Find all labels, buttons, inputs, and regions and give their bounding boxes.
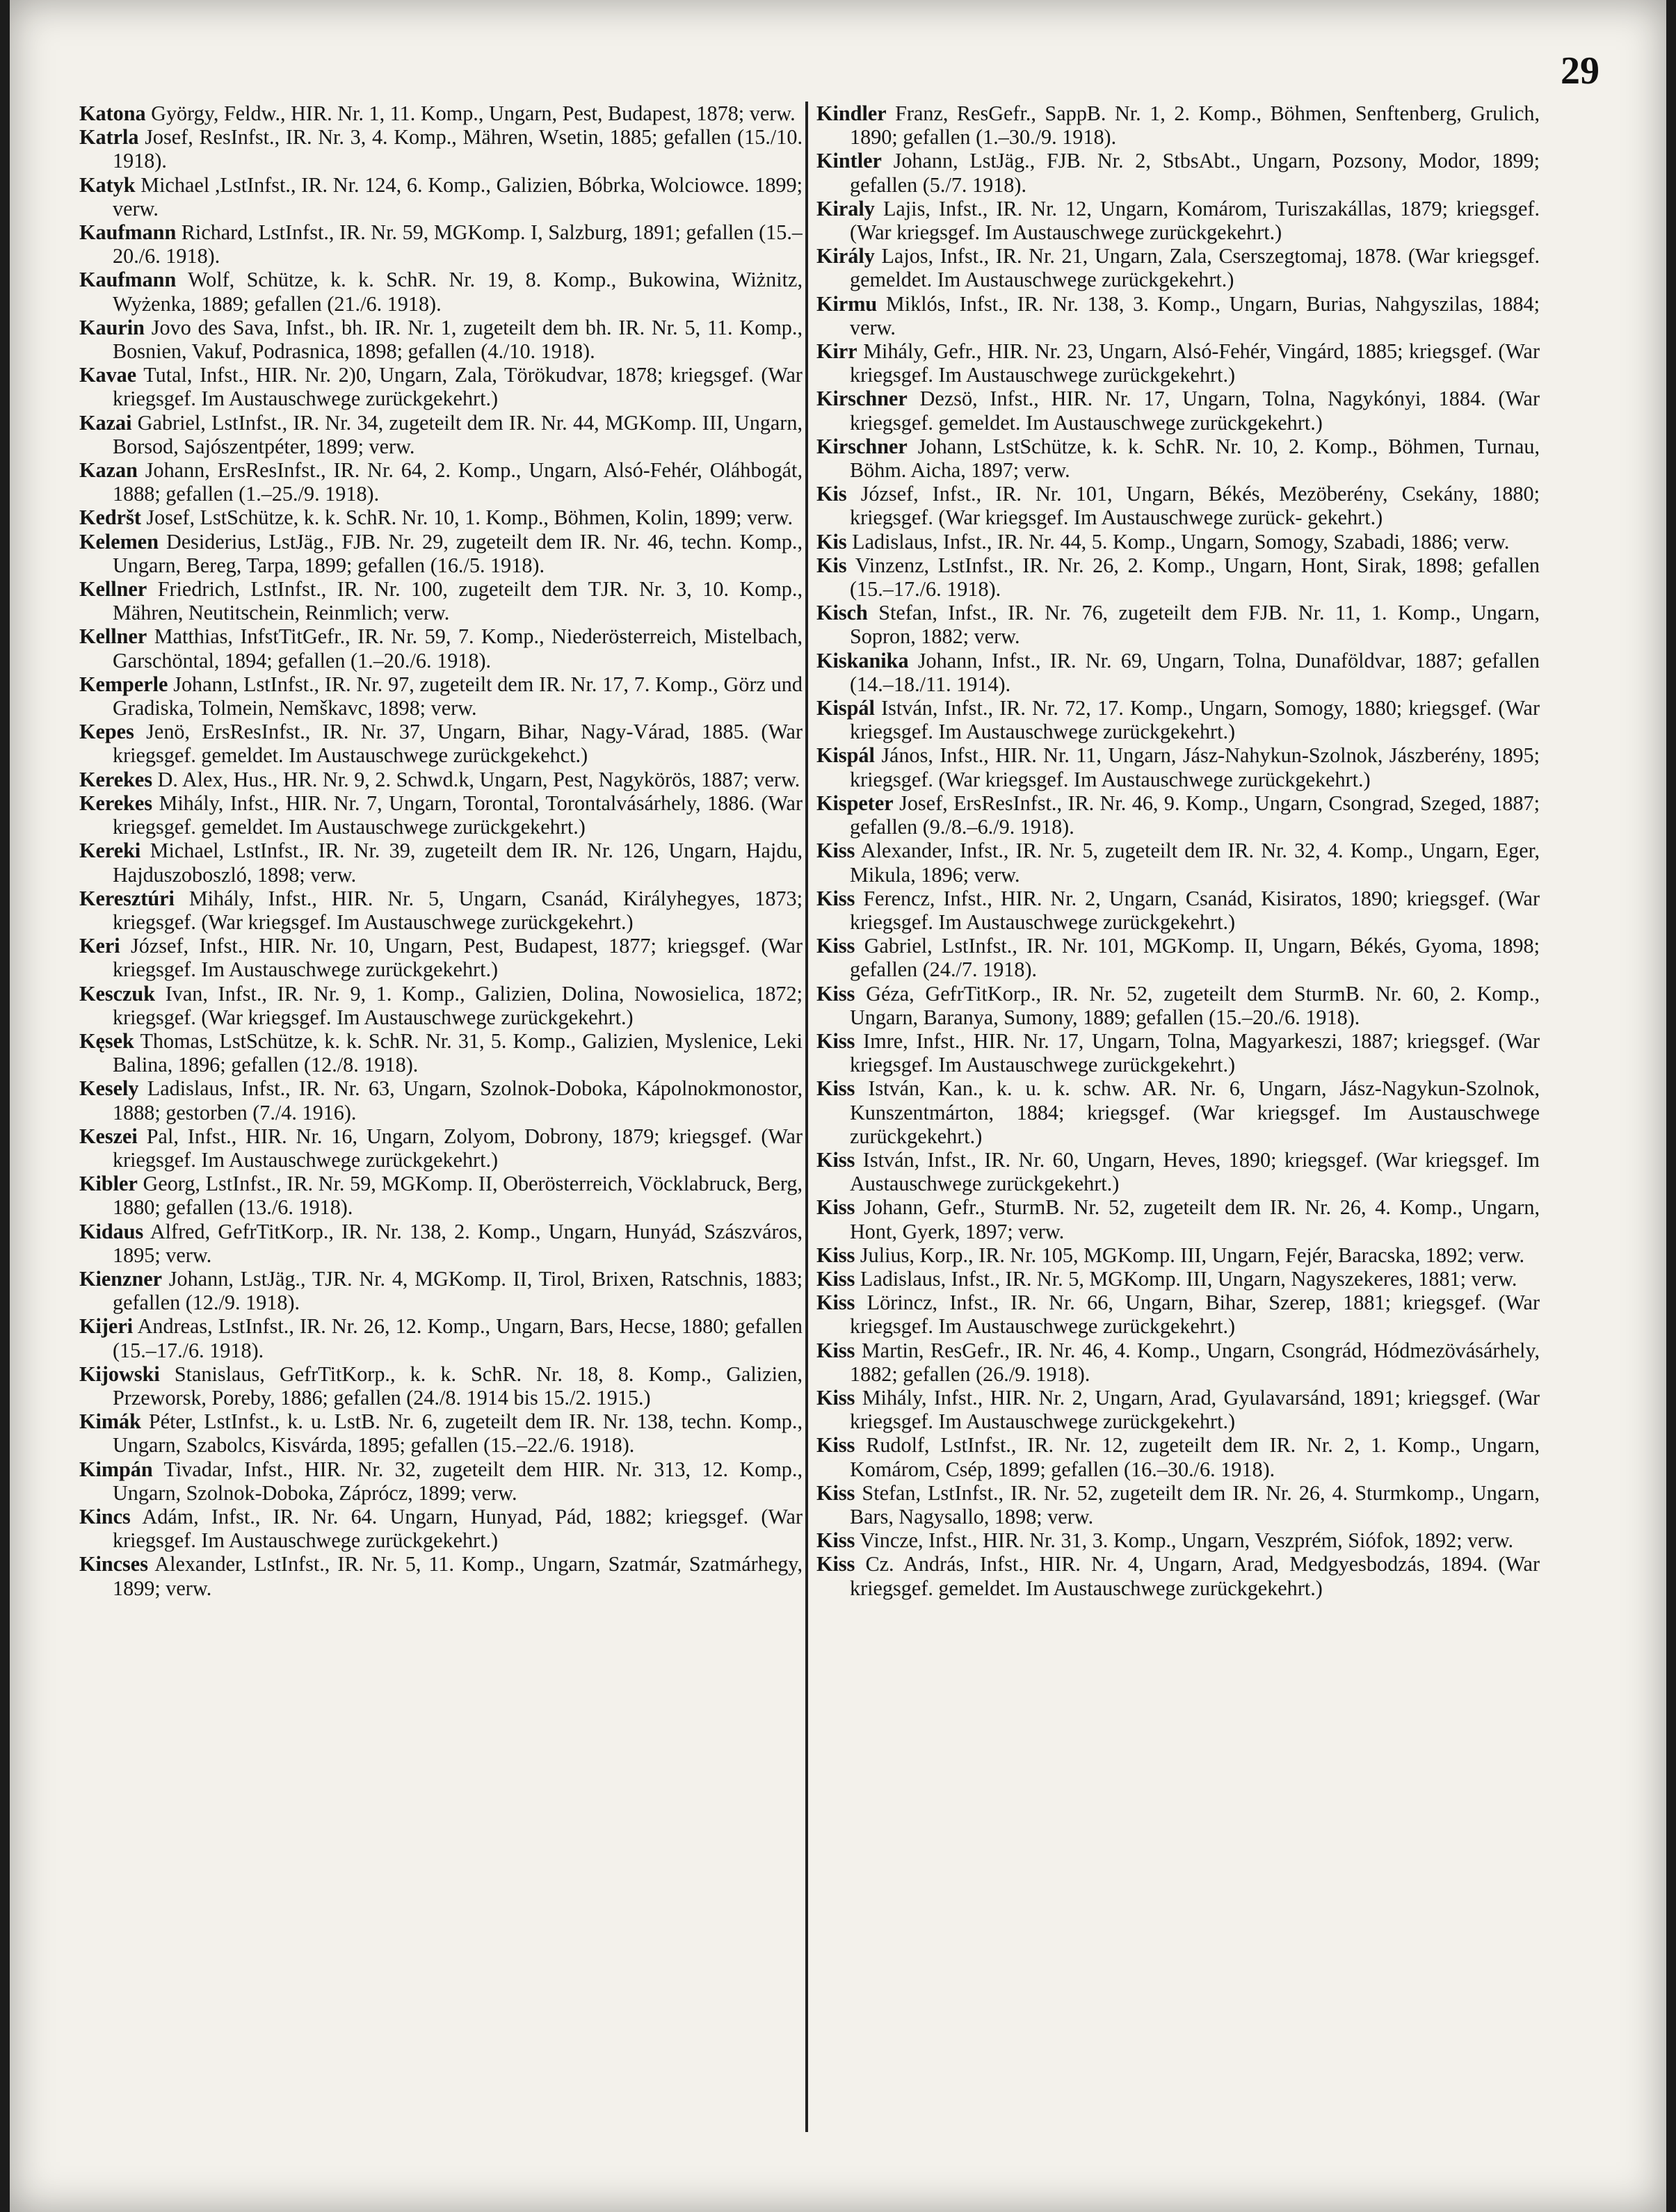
entry-details: Andreas, LstInfst., IR. Nr. 26, 12. Komp., Ungarn, Bars, Hecse, 1880; gefallen (15.–17./6. 1918). (113, 1314, 803, 1362)
entry-surname: Kis (816, 482, 847, 506)
list-entry (816, 435, 1540, 482)
entry-details: József, Infst., HIR. Nr. 10, Ungarn, Pest, Budapest, 1877; kriegsgef. (War kriegsgef. Im Austauschwege zurückgekehrt.) (113, 934, 803, 982)
list-entry (816, 1029, 1540, 1076)
list-entry (79, 1362, 803, 1410)
list-entry (79, 173, 803, 220)
entry-surname: Kesczuk (79, 981, 156, 1006)
entry-surname: Kiss (816, 1480, 855, 1505)
entry-surname: Katona (79, 102, 146, 125)
right-column (816, 102, 1540, 2174)
entry-surname: Kazan (79, 458, 138, 483)
entry-details: Jenö, ErsResInfst., IR. Nr. 37, Ungarn, Bihar, Nagy-Várad, 1885. (War kriegsgef. gemeldet. Im Austauschwege zurückgekehct.) (113, 720, 803, 768)
entry-surname: Kiss (816, 1266, 855, 1291)
entry-details: Vincze, Infst., HIR. Nr. 31, 3. Komp., Ungarn, Veszprém, Siófok, 1892; verw. (860, 1528, 1514, 1553)
entry-surname: Kelemen (79, 529, 159, 554)
entry-surname: Kiss (816, 886, 855, 910)
entry-surname: Kaufmann (79, 268, 177, 292)
entry-details: Johann, LstJäg., FJB. Nr. 2, StbsAbt., Ungarn, Pozsony, Modor, 1899; gefallen (5./7. 1918). (850, 149, 1540, 197)
entry-details: Desiderius, LstJäg., FJB. Nr. 29, zugeteilt dem IR. Nr. 46, techn. Komp., Ungarn, Bereg, Tarpa, 1899; gefallen (16./5. 1918). (113, 529, 803, 577)
entry-details: Stefan, Infst., IR. Nr. 76, zugeteilt dem FJB. Nr. 11, 1. Komp., Ungarn, Sopron, 1882; verw. (850, 601, 1540, 649)
entry-surname: Kijeri (79, 1314, 134, 1339)
list-entry (816, 1433, 1540, 1480)
entry-details: Ferencz, Infst., HIR. Nr. 2, Ungarn, Csanád, Kisiratos, 1890; kriegsgef. (War kriegsgef. Im Austauschwege zurückgekehrt.) (850, 886, 1540, 934)
list-entry (79, 458, 803, 506)
entry-surname: Kiss (816, 1147, 855, 1172)
entry-details: Johann, LstJäg., TJR. Nr. 4, MGKomp. II, Tirol, Brixen, Ratschnis, 1883; gefallen (12./9. 1918). (113, 1266, 803, 1315)
entry-surname: Kisch (816, 601, 868, 625)
column-divider (805, 102, 808, 2132)
list-entry (816, 1386, 1540, 1433)
entry-surname: Kiss (816, 1338, 855, 1362)
entry-surname: Kirschner (816, 387, 908, 411)
entry-details: Péter, LstInfst., k. u. LstB. Nr. 6, zugeteilt dem IR. Nr. 138, techn. Komp., Ungarn, Szabolcs, Kisvárda, 1895; gefallen (15.–22./6. 1918). (113, 1410, 803, 1458)
entry-details: Ladislaus, Infst., IR. Nr. 44, 5. Komp., Ungarn, Somogy, Szabadi, 1886; verw. (852, 529, 1510, 554)
list-entry (79, 411, 803, 458)
entry-surname: Kiss (816, 1028, 855, 1053)
list-entry (816, 339, 1540, 387)
entry-details: István, Infst., IR. Nr. 60, Ungarn, Heves, 1890; kriegsgef. (War kriegsgef. Im Austauschwege zurückgekehrt.) (850, 1147, 1540, 1196)
entry-details: Josef, ErsResInfst., IR. Nr. 46, 9. Komp., Ungarn, Csongrad, Szeged, 1887; gefallen (9./8.–6./9. 1918). (850, 791, 1540, 839)
list-entry (816, 839, 1540, 886)
entry-surname: Kiss (816, 1291, 855, 1315)
list-entry (79, 102, 803, 125)
list-entry (816, 292, 1540, 339)
entry-details: Franz, ResGefr., SappB. Nr. 1, 2. Komp., Böhmen, Senftenberg, Grulich, 1890; gefallen (1.–30./9. 1918). (850, 102, 1540, 150)
entry-surname: Kiss (816, 1385, 855, 1410)
entry-surname: Kaurin (79, 315, 145, 339)
entry-details: Tivadar, Infst., HIR. Nr. 32, zugeteilt dem HIR. Nr. 313, 12. Komp., Ungarn, Szolnok-Doboka, Záprócz, 1899; verw. (113, 1457, 803, 1505)
entry-details: Alexander, Infst., IR. Nr. 5, zugeteilt dem IR. Nr. 32, 4. Komp., Ungarn, Eger, Mikula, 1896; verw. (850, 839, 1540, 887)
list-entry (816, 1528, 1540, 1552)
list-entry (816, 696, 1540, 743)
entry-details: Michael, LstInfst., IR. Nr. 39, zugeteilt dem IR. Nr. 126, Ungarn, Hajdu, Hajduszoboszló, 1898; verw. (113, 839, 803, 887)
entry-surname: Kincses (79, 1552, 148, 1576)
list-entry (79, 1029, 803, 1076)
entry-details: György, Feldw., HIR. Nr. 1, 11. Komp., Ungarn, Pest, Budapest, 1878; verw. (151, 102, 796, 125)
entry-details: Lajos, Infst., IR. Nr. 21, Ungarn, Zala, Cserszegtomaj, 1878. (War kriegsgef. gemeldet. Im Austauschwege zurückgekehrt.) (850, 244, 1540, 292)
entry-details: Jovo des Sava, Infst., bh. IR. Nr. 1, zugeteilt dem bh. IR. Nr. 5, 11. Komp., Bosnien, Vakuf, Podrasnica, 1898; gefallen (4./10. 1918). (113, 315, 803, 364)
entry-details: Josef, LstSchütze, k. k. SchR. Nr. 10, 1. Komp., Böhmen, Kolin, 1899; verw. (146, 506, 793, 530)
entry-details: István, Infst., IR. Nr. 72, 17. Komp., Ungarn, Somogy, 1880; kriegsgef. (War kriegsgef. Im Austauschwege zurückgekehrt.) (850, 696, 1540, 744)
entry-details: Mihály, Infst., HIR. Nr. 5, Ungarn, Csanád, Királyhegyes, 1873; kriegsgef. (War kriegsgef. Im Austauschwege zurückgekehrt.) (113, 886, 803, 934)
list-entry (79, 887, 803, 934)
entry-surname: Kiraly (816, 196, 875, 220)
entry-surname: Kirschner (816, 434, 908, 458)
entry-surname: Kellner (79, 577, 147, 602)
entry-details: Julius, Korp., IR. Nr. 105, MGKomp. III, Ungarn, Fejér, Baracska, 1892; verw. (860, 1243, 1525, 1267)
list-entry (79, 839, 803, 886)
entry-surname: Kedršt (79, 506, 141, 530)
list-entry (816, 530, 1540, 554)
entry-surname: Kiss (816, 1528, 855, 1553)
entry-surname: Kellner (79, 624, 147, 649)
entry-details: Matthias, InfstTitGefr., IR. Nr. 59, 7. Komp., Niederösterreich, Mistelbach, Garschöntal, 1894; gefallen (1.–20./6. 1918). (113, 624, 803, 672)
entry-surname: Kiss (816, 1552, 855, 1576)
entry-details: Alexander, LstInfst., IR. Nr. 5, 11. Komp., Ungarn, Szatmár, Szatmárhegy, 1899; verw. (113, 1552, 803, 1600)
list-entry (79, 316, 803, 363)
list-entry (816, 982, 1540, 1029)
document-page (10, 0, 1666, 2212)
entry-details: Mihály, Infst., HIR. Nr. 7, Ungarn, Torontal, Torontalvásárhely, 1886. (War kriegsgef. gemeldet. Im Austauschwege zurückgekehrt.) (113, 791, 803, 839)
list-entry (816, 1267, 1540, 1291)
entry-surname: Kiss (816, 839, 855, 863)
entry-surname: Kiss (816, 1076, 855, 1101)
entry-surname: Kincs (79, 1504, 131, 1528)
list-entry (79, 791, 803, 839)
entry-surname: Kidaus (79, 1219, 144, 1243)
entry-surname: Kęsek (79, 1028, 134, 1053)
entry-details: Pal, Infst., HIR. Nr. 16, Ungarn, Zolyom, Dobrony, 1879; kriegsgef. (War kriegsgef. Im Austauschwege zurückgekehrt.) (113, 1124, 803, 1172)
list-entry (816, 1339, 1540, 1386)
entry-details: Johann, Gefr., SturmB. Nr. 52, zugeteilt dem IR. Nr. 26, 4. Komp., Ungarn, Hont, Gyerk, 1897; verw. (850, 1195, 1540, 1243)
list-entry (79, 1552, 803, 1599)
entry-details: Imre, Infst., HIR. Nr. 17, Ungarn, Tolna, Magyarkeszi, 1887; kriegsgef. (War kriegsgef. Im Austauschwege zurückgekehrt.) (850, 1028, 1540, 1077)
entry-surname: Kindler (816, 102, 887, 125)
list-entry (816, 554, 1540, 601)
list-entry (816, 887, 1540, 934)
entry-surname: Kis (816, 529, 847, 554)
entry-surname: Keszei (79, 1124, 138, 1148)
list-entry (816, 1243, 1540, 1267)
entry-details: Thomas, LstSchütze, k. k. SchR. Nr. 31, 5. Komp., Galizien, Myslenice, Leki Balina, 1896; gefallen (12./8. 1918). (113, 1028, 803, 1077)
entry-details: Ivan, Infst., IR. Nr. 9, 1. Komp., Galizien, Dolina, Nowosielica, 1872; kriegsgef. (War kriegsgef. Im Austauschwege zurückgekehrt.) (113, 981, 803, 1029)
entry-surname: Kirmu (816, 291, 878, 316)
list-entry (79, 982, 803, 1029)
entry-details: Dezsö, Infst., HIR. Nr. 17, Ungarn, Tolna, Nagykónyi, 1884. (War kriegsgef. gemeldet. Im Austauschwege zurückgekehrt.) (850, 387, 1540, 435)
left-column (79, 102, 803, 2174)
entry-details: Vinzenz, LstInfst., IR. Nr. 26, 2. Komp., Ungarn, Hont, Sirak, 1898; gefallen (15.–17./6. 1918). (850, 553, 1540, 602)
entry-details: Mihály, Gefr., HIR. Nr. 23, Ungarn, Alsó-Fehér, Vingárd, 1885; kriegsgef. (War kriegsgef. Im Austauschwege zurückgekehrt.) (850, 339, 1540, 387)
entry-details: Lajis, Infst., IR. Nr. 12, Ungarn, Komárom, Turiszakállas, 1879; kriegsgef. (War kriegsgef. Im Austauschwege zurückgekehrt.) (850, 196, 1540, 245)
list-entry (79, 577, 803, 624)
entry-details: Ladislaus, Infst., IR. Nr. 63, Ungarn, Szolnok-Doboka, Kápolnokmonostor, 1888; gestorben (7./4. 1916). (113, 1076, 803, 1124)
entry-details: Cz. András, Infst., HIR. Nr. 4, Ungarn, Arad, Medgyesbodzás, 1894. (War kriegsgef. gemeldet. Im Austauschwege zurückgekehrt.) (850, 1552, 1540, 1600)
list-entry (816, 934, 1540, 981)
list-entry (79, 1410, 803, 1457)
entry-details: Rudolf, LstInfst., IR. Nr. 12, zugeteilt dem IR. Nr. 2, 1. Komp., Ungarn, Komárom, Csép, 1899; gefallen (16.–30./6. 1918). (850, 1433, 1540, 1481)
entry-surname: Kemperle (79, 672, 168, 696)
entry-surname: Kerekes (79, 791, 153, 815)
entry-details: István, Kan., k. u. k. schw. AR. Nr. 6, Ungarn, Jász-Nagykun-Szolnok, Kunszentmárton, 1884; kriegsgef. (War kriegsgef. Im Austauschwege zurückgekehrt.) (850, 1076, 1540, 1148)
list-entry (79, 220, 803, 268)
list-entry (79, 363, 803, 410)
entry-details: Johann, Infst., IR. Nr. 69, Ungarn, Tolna, Dunaföldvar, 1887; gefallen (14.–18./11. 1914). (850, 648, 1540, 696)
entry-surname: Katyk (79, 172, 136, 197)
list-entry (79, 1172, 803, 1219)
entry-surname: Kispál (816, 696, 875, 720)
entry-surname: Kis (816, 553, 847, 577)
entry-surname: Király (816, 244, 875, 268)
entry-details: Martin, ResGefr., IR. Nr. 46, 4. Komp., Ungarn, Csongrád, Hódmezövásárhely, 1882; gefallen (26./9. 1918). (850, 1338, 1540, 1386)
list-entry (816, 149, 1540, 196)
list-entry (79, 1220, 803, 1267)
entry-surname: Kazai (79, 410, 132, 435)
list-entry (79, 530, 803, 577)
list-entry (79, 1458, 803, 1505)
entry-details: Lörincz, Infst., IR. Nr. 66, Ungarn, Bihar, Szerep, 1881; kriegsgef. (War kriegsgef. Im Austauschwege zurückgekehrt.) (850, 1291, 1540, 1339)
entry-details: Georg, LstInfst., IR. Nr. 59, MGKomp. II, Oberösterreich, Vöcklabruck, Berg, 1880; gefallen (13./6. 1918). (113, 1172, 803, 1220)
entry-details: Richard, LstInfst., IR. Nr. 59, MGKomp. I, Salzburg, 1891; gefallen (15.–20./6. 1918). (113, 220, 803, 268)
entry-surname: Kispeter (816, 791, 894, 815)
entry-details: Josef, ResInfst., IR. Nr. 3, 4. Komp., Mähren, Wsetin, 1885; gefallen (15./10. 1918). (113, 125, 803, 173)
list-entry (79, 1124, 803, 1172)
list-entry (79, 672, 803, 720)
entry-surname: Kepes (79, 720, 134, 744)
list-entry (816, 1076, 1540, 1148)
entry-surname: Kerekes (79, 767, 153, 791)
entry-surname: Kirr (816, 339, 857, 364)
entry-details: János, Infst., HIR. Nr. 11, Ungarn, Jász-Nahykun-Szolnok, Jászberény, 1895; kriegsgef. (War kriegsgef. Im Austauschwege zurückgekehrt.) (850, 743, 1540, 791)
entry-surname: Kiskanika (816, 648, 909, 672)
list-entry (816, 482, 1540, 529)
entry-surname: Kiss (816, 1195, 855, 1220)
list-entry (79, 268, 803, 315)
list-entry (816, 743, 1540, 791)
entry-details: Johann, LstSchütze, k. k. SchR. Nr. 10, 2. Komp., Böhmen, Turnau, Böhm. Aicha, 1897; verw. (850, 434, 1540, 483)
list-entry (79, 1314, 803, 1362)
entry-surname: Kispál (816, 743, 875, 768)
page-number: 29 (1561, 49, 1600, 92)
entry-details: Géza, GefrTitKorp., IR. Nr. 52, zugeteilt dem SturmB. Nr. 60, 2. Komp., Ungarn, Baranya, Sumony, 1889; gefallen (15.–20./6. 1918). (850, 981, 1540, 1029)
entry-details: Gabriel, LstInfst., IR. Nr. 101, MGKomp. II, Ungarn, Békés, Gyoma, 1898; gefallen (24./7. 1918). (850, 934, 1540, 982)
entry-details: Stanislaus, GefrTitKorp., k. k. SchR. Nr. 18, 8. Komp., Galizien, Przeworsk, Poreby, 1886; gefallen (24./8. 1914 bis 15./2. 1915.) (113, 1362, 803, 1410)
entry-details: Tutal, Infst., HIR. Nr. 2)0, Ungarn, Zala, Törökudvar, 1878; kriegsgef. (War kriegsgef. Im Austauschwege zurückgekehrt.) (113, 363, 803, 411)
entry-surname: Kaufmann (79, 220, 177, 245)
list-entry (79, 1267, 803, 1314)
entry-surname: Kesely (79, 1076, 139, 1101)
entry-surname: Kimpán (79, 1457, 153, 1481)
entry-details: Stefan, LstInfst., IR. Nr. 52, zugeteilt dem IR. Nr. 26, 4. Sturmkomp., Ungarn, Bars, Nagysallo, 1898; verw. (850, 1480, 1540, 1528)
entry-surname: Katrla (79, 125, 139, 150)
entry-details: Miklós, Infst., IR. Nr. 138, 3. Komp., Ungarn, Burias, Nahgyszilas, 1884; verw. (850, 291, 1540, 339)
entry-details: József, Infst., IR. Nr. 101, Ungarn, Békés, Mezöberény, Csekány, 1880; kriegsgef. (War kriegsgef. Im Austauschwege zurück- gekehrt.) (850, 482, 1540, 530)
entry-surname: Keresztúri (79, 886, 175, 910)
list-entry (816, 601, 1540, 648)
entry-details: Wolf, Schütze, k. k. SchR. Nr. 19, 8. Komp., Bukowina, Wiżnitz, Wyżenka, 1889; gefallen (21./6. 1918). (113, 268, 803, 316)
entry-surname: Kereki (79, 839, 141, 863)
list-entry (816, 1552, 1540, 1599)
entry-surname: Kijowski (79, 1362, 160, 1386)
list-entry (816, 102, 1540, 149)
list-entry (79, 125, 803, 172)
entry-details: Adám, Infst., IR. Nr. 64. Ungarn, Hunyad, Pád, 1882; kriegsgef. (War kriegsgef. Im Austauschwege zurückgekehrt.) (113, 1504, 803, 1553)
list-entry (816, 1195, 1540, 1243)
list-entry (79, 506, 803, 529)
list-entry (79, 1505, 803, 1552)
list-entry (816, 1148, 1540, 1195)
entry-surname: Kibler (79, 1172, 138, 1196)
entry-details: Ladislaus, Infst., IR. Nr. 5, MGKomp. III, Ungarn, Nagyszekeres, 1881; verw. (860, 1266, 1517, 1291)
list-entry (816, 244, 1540, 291)
entry-surname: Kiss (816, 934, 855, 958)
entry-details: Mihály, Infst., HIR. Nr. 2, Ungarn, Arad, Gyulavarsánd, 1891; kriegsgef. (War kriegsgef. Im Austauschwege zurückgekehrt.) (850, 1385, 1540, 1434)
entry-surname: Kienzner (79, 1266, 163, 1291)
list-entry (816, 197, 1540, 244)
list-entry (816, 649, 1540, 696)
list-entry (816, 387, 1540, 434)
entry-surname: Kintler (816, 149, 882, 173)
entry-surname: Kavae (79, 363, 137, 387)
entry-details: Michael ,LstInfst., IR. Nr. 124, 6. Komp., Galizien, Bóbrka, Wolciowce. 1899; verw. (113, 172, 803, 220)
entry-surname: Kiss (816, 1243, 855, 1267)
list-entry (816, 791, 1540, 839)
entry-surname: Kiss (816, 1433, 855, 1458)
list-entry (79, 768, 803, 791)
entry-surname: Kiss (816, 981, 855, 1006)
entry-details: Alfred, GefrTitKorp., IR. Nr. 138, 2. Komp., Ungarn, Hunyád, Szászváros, 1895; verw. (113, 1219, 803, 1267)
entry-surname: Keri (79, 934, 120, 958)
entry-surname: Kimák (79, 1410, 141, 1434)
entry-details: Gabriel, LstInfst., IR. Nr. 34, zugeteilt dem IR. Nr. 44, MGKomp. III, Ungarn, Borsod, Sajószentpéter, 1899; verw. (113, 410, 803, 458)
list-entry (79, 1076, 803, 1124)
entry-details: D. Alex, Hus., HR. Nr. 9, 2. Schwd.k, Ungarn, Pest, Nagykörös, 1887; verw. (157, 767, 800, 791)
entry-details: Friedrich, LstInfst., IR. Nr. 100, zugeteilt dem TJR. Nr. 3, 10. Komp., Mähren, Neutitschein, Reinmlich; verw. (113, 577, 803, 625)
list-entry (816, 1481, 1540, 1528)
list-entry (816, 1291, 1540, 1338)
entry-details: Johann, LstInfst., IR. Nr. 97, zugeteilt dem IR. Nr. 17, 7. Komp., Görz und Gradiska, Tolmein, Nemškavc, 1898; verw. (113, 672, 803, 720)
list-entry (79, 624, 803, 672)
entry-details: Johann, ErsResInfst., IR. Nr. 64, 2. Komp., Ungarn, Alsó-Fehér, Oláhbogát, 1888; gefallen (1.–25./9. 1918). (113, 458, 803, 506)
list-entry (79, 934, 803, 981)
list-entry (79, 720, 803, 767)
